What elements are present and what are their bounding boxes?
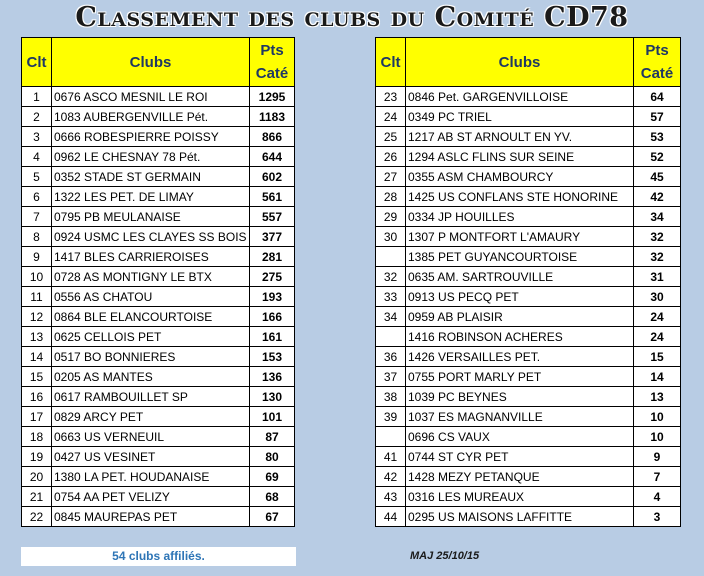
club-cell: 0845 MAUREPAS PET bbox=[52, 507, 250, 527]
header-pts-line1: Pts bbox=[645, 42, 669, 59]
points-cell: 1183 bbox=[250, 107, 295, 127]
table-row bbox=[22, 447, 295, 467]
table-row bbox=[376, 327, 681, 347]
points-cell: 3 bbox=[634, 507, 681, 527]
table-row bbox=[376, 167, 681, 187]
club-cell: 1416 ROBINSON ACHERES bbox=[406, 327, 634, 347]
table-row bbox=[22, 327, 295, 347]
club-cell: 0334 JP HOUILLES bbox=[406, 207, 634, 227]
rank-cell: 32 bbox=[376, 267, 406, 287]
club-cell: 0755 PORT MARLY PET bbox=[406, 367, 634, 387]
rank-cell: 10 bbox=[22, 267, 52, 287]
rank-cell: 15 bbox=[22, 367, 52, 387]
table-row bbox=[22, 127, 295, 147]
rank-cell: 37 bbox=[376, 367, 406, 387]
rank-cell: 42 bbox=[376, 467, 406, 487]
table-row bbox=[376, 267, 681, 287]
table-row bbox=[22, 367, 295, 387]
table-row bbox=[22, 287, 295, 307]
affiliated-count: 54 clubs affiliés. bbox=[21, 547, 296, 566]
club-cell: 0205 AS MANTES bbox=[52, 367, 250, 387]
club-cell: 0829 ARCY PET bbox=[52, 407, 250, 427]
rank-cell: 24 bbox=[376, 107, 406, 127]
rank-cell: 21 bbox=[22, 487, 52, 507]
points-cell: 166 bbox=[250, 307, 295, 327]
rank-cell bbox=[376, 427, 406, 447]
points-cell: 281 bbox=[250, 247, 295, 267]
table-row bbox=[376, 207, 681, 227]
points-cell: 45 bbox=[634, 167, 681, 187]
table-row bbox=[22, 187, 295, 207]
points-cell: 14 bbox=[634, 367, 681, 387]
points-cell: 24 bbox=[634, 307, 681, 327]
points-cell: 161 bbox=[250, 327, 295, 347]
table-row bbox=[376, 427, 681, 447]
points-cell: 52 bbox=[634, 147, 681, 167]
table-row bbox=[376, 127, 681, 147]
points-cell: 34 bbox=[634, 207, 681, 227]
table-row bbox=[22, 227, 295, 247]
club-cell: 1294 ASLC FLINS SUR SEINE bbox=[406, 147, 634, 167]
club-cell: 0795 PB MEULANAISE bbox=[52, 207, 250, 227]
club-cell: 0846 Pet. GARGENVILLOISE bbox=[406, 87, 634, 107]
club-cell: 0625 CELLOIS PET bbox=[52, 327, 250, 347]
rank-cell: 33 bbox=[376, 287, 406, 307]
points-cell: 32 bbox=[634, 247, 681, 267]
rank-cell bbox=[376, 247, 406, 267]
table-row bbox=[22, 147, 295, 167]
points-cell: 42 bbox=[634, 187, 681, 207]
page-title: Classement des clubs du Comité CD78 bbox=[75, 2, 629, 33]
rank-cell: 43 bbox=[376, 487, 406, 507]
rank-cell: 34 bbox=[376, 307, 406, 327]
rank-cell: 22 bbox=[22, 507, 52, 527]
rank-cell: 44 bbox=[376, 507, 406, 527]
rank-cell: 13 bbox=[22, 327, 52, 347]
table-row bbox=[376, 227, 681, 247]
club-cell: 0962 LE CHESNAY 78 Pét. bbox=[52, 147, 250, 167]
club-cell: 0666 ROBESPIERRE POISSY bbox=[52, 127, 250, 147]
table-row bbox=[376, 487, 681, 507]
club-cell: 1417 BLES CARRIEROISES bbox=[52, 247, 250, 267]
table-row bbox=[22, 87, 295, 107]
club-cell: 0617 RAMBOUILLET SP bbox=[52, 387, 250, 407]
points-cell: 4 bbox=[634, 487, 681, 507]
points-cell: 101 bbox=[250, 407, 295, 427]
table-row bbox=[376, 287, 681, 307]
club-cell: 1428 MEZY PETANQUE bbox=[406, 467, 634, 487]
table-row bbox=[22, 407, 295, 427]
table-row bbox=[376, 387, 681, 407]
table-row bbox=[376, 107, 681, 127]
table-row bbox=[22, 507, 295, 527]
points-cell: 1295 bbox=[250, 87, 295, 107]
points-cell: 136 bbox=[250, 367, 295, 387]
club-cell: 0913 US PECQ PET bbox=[406, 287, 634, 307]
header-pts bbox=[634, 38, 681, 87]
rank-cell: 9 bbox=[22, 247, 52, 267]
points-cell: 87 bbox=[250, 427, 295, 447]
header-pts-line1: Pts bbox=[260, 42, 284, 59]
club-cell: 0696 CS VAUX bbox=[406, 427, 634, 447]
rank-cell: 17 bbox=[22, 407, 52, 427]
table-row bbox=[22, 347, 295, 367]
header-pts-line2: Caté bbox=[640, 65, 674, 82]
table-row bbox=[376, 447, 681, 467]
table-row bbox=[22, 487, 295, 507]
rank-cell: 8 bbox=[22, 227, 52, 247]
rank-cell: 11 bbox=[22, 287, 52, 307]
rank-cell: 6 bbox=[22, 187, 52, 207]
table-header-row bbox=[376, 38, 681, 87]
table-row bbox=[376, 307, 681, 327]
table-row bbox=[22, 267, 295, 287]
rank-cell: 41 bbox=[376, 447, 406, 467]
rank-cell: 38 bbox=[376, 387, 406, 407]
header-clubs: Clubs bbox=[406, 38, 634, 87]
table-row bbox=[376, 467, 681, 487]
club-cell: 0754 AA PET VELIZY bbox=[52, 487, 250, 507]
rank-cell: 29 bbox=[376, 207, 406, 227]
rank-cell: 1 bbox=[22, 87, 52, 107]
club-cell: 0864 BLE ELANCOURTOISE bbox=[52, 307, 250, 327]
club-cell: 1385 PET GUYANCOURTOISE bbox=[406, 247, 634, 267]
points-cell: 193 bbox=[250, 287, 295, 307]
rank-cell: 3 bbox=[22, 127, 52, 147]
table-row bbox=[22, 207, 295, 227]
club-cell: 0352 STADE ST GERMAIN bbox=[52, 167, 250, 187]
rank-cell: 2 bbox=[22, 107, 52, 127]
club-cell: 0676 ASCO MESNIL LE ROI bbox=[52, 87, 250, 107]
points-cell: 57 bbox=[634, 107, 681, 127]
update-date: MAJ 25/10/15 bbox=[410, 550, 480, 562]
club-cell: 0427 US VESINET bbox=[52, 447, 250, 467]
points-cell: 557 bbox=[250, 207, 295, 227]
header-pts bbox=[250, 38, 295, 87]
table-row bbox=[376, 407, 681, 427]
club-cell: 1322 LES PET. DE LIMAY bbox=[52, 187, 250, 207]
header-clt: Clt bbox=[376, 38, 406, 87]
club-cell: 0663 US VERNEUIL bbox=[52, 427, 250, 447]
points-cell: 275 bbox=[250, 267, 295, 287]
club-cell: 0316 LES MUREAUX bbox=[406, 487, 634, 507]
points-cell: 69 bbox=[250, 467, 295, 487]
points-cell: 153 bbox=[250, 347, 295, 367]
points-cell: 602 bbox=[250, 167, 295, 187]
header-clubs: Clubs bbox=[52, 38, 250, 87]
rank-cell: 27 bbox=[376, 167, 406, 187]
points-cell: 32 bbox=[634, 227, 681, 247]
club-cell: 0959 AB PLAISIR bbox=[406, 307, 634, 327]
points-cell: 15 bbox=[634, 347, 681, 367]
table-row bbox=[376, 187, 681, 207]
table-row bbox=[22, 387, 295, 407]
table-row bbox=[22, 167, 295, 187]
points-cell: 68 bbox=[250, 487, 295, 507]
rank-cell: 36 bbox=[376, 347, 406, 367]
club-cell: 1307 P MONTFORT L'AMAURY bbox=[406, 227, 634, 247]
ranking-table-right bbox=[375, 37, 681, 527]
table-row bbox=[376, 347, 681, 367]
points-cell: 13 bbox=[634, 387, 681, 407]
club-cell: 1426 VERSAILLES PET. bbox=[406, 347, 634, 367]
club-cell: 0295 US MAISONS LAFFITTE bbox=[406, 507, 634, 527]
club-cell: 1380 LA PET. HOUDANAISE bbox=[52, 467, 250, 487]
club-cell: 0556 AS CHATOU bbox=[52, 287, 250, 307]
points-cell: 377 bbox=[250, 227, 295, 247]
rank-cell: 7 bbox=[22, 207, 52, 227]
table-row bbox=[376, 367, 681, 387]
club-cell: 0355 ASM CHAMBOURCY bbox=[406, 167, 634, 187]
points-cell: 10 bbox=[634, 427, 681, 447]
ranking-table-left bbox=[21, 37, 295, 527]
header-clt: Clt bbox=[22, 38, 52, 87]
table-row bbox=[376, 507, 681, 527]
rank-cell: 26 bbox=[376, 147, 406, 167]
rank-cell: 18 bbox=[22, 427, 52, 447]
club-cell: 1217 AB ST ARNOULT EN YV. bbox=[406, 127, 634, 147]
points-cell: 24 bbox=[634, 327, 681, 347]
club-cell: 0635 AM. SARTROUVILLE bbox=[406, 267, 634, 287]
table-row bbox=[22, 307, 295, 327]
club-cell: 1425 US CONFLANS STE HONORINE bbox=[406, 187, 634, 207]
table-row bbox=[22, 427, 295, 447]
rank-cell: 20 bbox=[22, 467, 52, 487]
points-cell: 64 bbox=[634, 87, 681, 107]
rank-cell bbox=[376, 327, 406, 347]
club-cell: 1083 AUBERGENVILLE Pét. bbox=[52, 107, 250, 127]
rank-cell: 30 bbox=[376, 227, 406, 247]
points-cell: 30 bbox=[634, 287, 681, 307]
points-cell: 9 bbox=[634, 447, 681, 467]
table-row bbox=[22, 247, 295, 267]
club-cell: 1037 ES MAGNANVILLE bbox=[406, 407, 634, 427]
table-header-row bbox=[22, 38, 295, 87]
rank-cell: 23 bbox=[376, 87, 406, 107]
club-cell: 0349 PC TRIEL bbox=[406, 107, 634, 127]
rank-cell: 14 bbox=[22, 347, 52, 367]
club-cell: 1039 PC BEYNES bbox=[406, 387, 634, 407]
header-pts-line2: Caté bbox=[255, 65, 289, 82]
rank-cell: 4 bbox=[22, 147, 52, 167]
points-cell: 67 bbox=[250, 507, 295, 527]
club-cell: 0744 ST CYR PET bbox=[406, 447, 634, 467]
points-cell: 7 bbox=[634, 467, 681, 487]
club-cell: 0924 USMC LES CLAYES SS BOIS bbox=[52, 227, 250, 247]
points-cell: 644 bbox=[250, 147, 295, 167]
points-cell: 31 bbox=[634, 267, 681, 287]
club-cell: 0517 BO BONNIERES bbox=[52, 347, 250, 367]
table-row bbox=[22, 467, 295, 487]
points-cell: 10 bbox=[634, 407, 681, 427]
table-row bbox=[376, 87, 681, 107]
points-cell: 866 bbox=[250, 127, 295, 147]
club-cell: 0728 AS MONTIGNY LE BTX bbox=[52, 267, 250, 287]
table-row bbox=[22, 107, 295, 127]
table-row bbox=[376, 247, 681, 267]
rank-cell: 16 bbox=[22, 387, 52, 407]
points-cell: 130 bbox=[250, 387, 295, 407]
points-cell: 53 bbox=[634, 127, 681, 147]
points-cell: 80 bbox=[250, 447, 295, 467]
points-cell: 561 bbox=[250, 187, 295, 207]
rank-cell: 25 bbox=[376, 127, 406, 147]
rank-cell: 19 bbox=[22, 447, 52, 467]
rank-cell: 39 bbox=[376, 407, 406, 427]
rank-cell: 5 bbox=[22, 167, 52, 187]
rank-cell: 28 bbox=[376, 187, 406, 207]
rank-cell: 12 bbox=[22, 307, 52, 327]
table-row bbox=[376, 147, 681, 167]
